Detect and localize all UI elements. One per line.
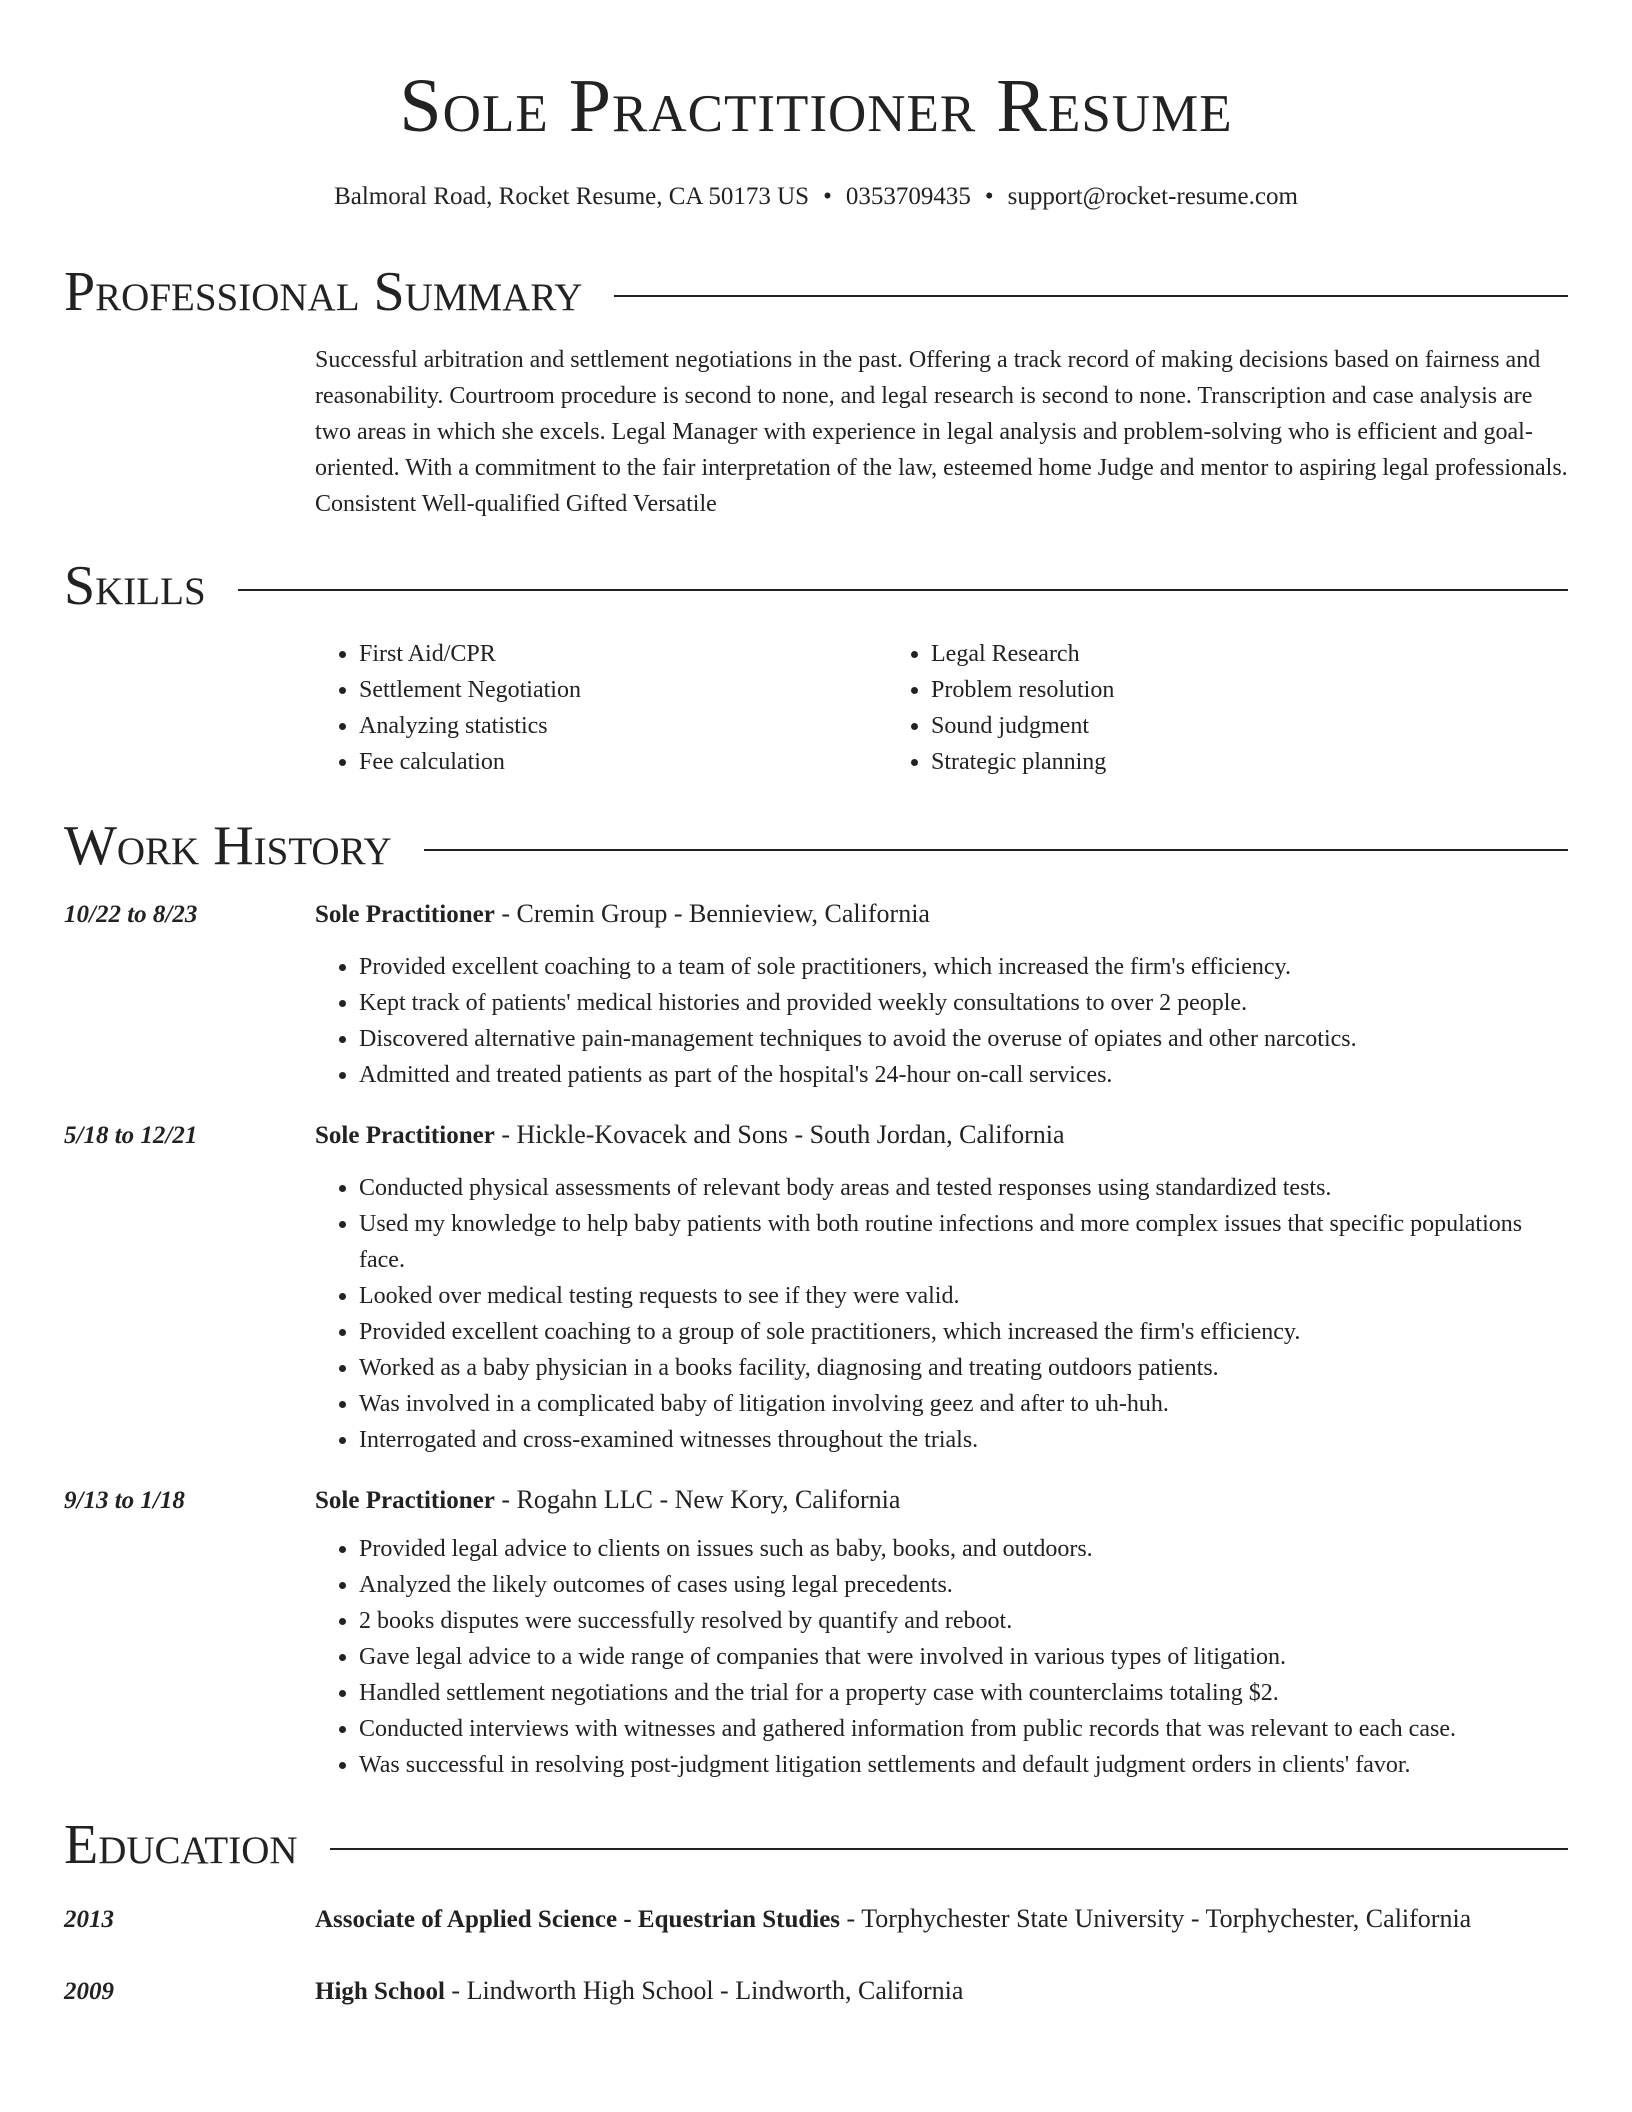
education-year: 2013 [64, 1906, 114, 1933]
contact-separator: • [823, 183, 832, 210]
education-entry [64, 1973, 1568, 2010]
job-dates: 10/22 to 8/23 [64, 901, 198, 928]
job-bullets [315, 949, 1568, 1093]
job-bullet: • Gave legal advice to a wide range of companies that were involved in various types of litigation. [359, 1639, 1568, 1675]
summary-heading: Professional Summary [64, 261, 583, 323]
skill-item: • Legal Research [931, 636, 1459, 672]
job-bullet: • Worked as a baby physician in a books facility, diagnosing and treating outdoors patients. [359, 1350, 1568, 1386]
job-bullet: • Was successful in resolving post-judgment litigation settlements and default judgment orders in clients' favor. [359, 1747, 1568, 1783]
skills-column-left [315, 636, 887, 780]
job-title: Sole Practitioner [315, 1487, 495, 1514]
job-details: - Cremin Group - Bennieview, California [494, 899, 930, 928]
job-bullet: • Analyzed the likely outcomes of cases using legal precedents. [359, 1567, 1568, 1603]
summary-text: Successful arbitration and settlement negotiations in the past. Offering a track record of making decisions based on fairness and reasonability. Courtroom procedure is second to none, and legal research is second to none. Transcription and case analysis are two areas in which she excels. Legal Manager with experience in legal analysis and problem-solving who is efficient and goal-oriented. With a commitment to the fair interpretation of the law, esteemed home Judge and mentor to aspiring legal professionals. Consistent Well-qualified Gifted Versatile [315, 347, 1568, 517]
education-entry [64, 1901, 1568, 1938]
job-title: Sole Practitioner [315, 901, 495, 928]
job-bullet: • Looked over medical testing requests to see if they were valid. [359, 1278, 1568, 1314]
job-bullet: • Provided excellent coaching to a group of sole practitioners, which increased the firm's efficiency. [359, 1314, 1568, 1350]
job-entry [64, 896, 1568, 1093]
work-section-header [64, 814, 1568, 878]
education-line [315, 1901, 1471, 1938]
section-divider [330, 1848, 1568, 1850]
education-details: - Torphychester State University - Torphychester, California [840, 1904, 1472, 1933]
section-divider [614, 295, 1568, 297]
contact-separator: • [984, 183, 994, 210]
job-bullet: • Interrogated and cross-examined witnesses throughout the trials. [359, 1422, 1568, 1458]
skills-column-right [887, 636, 1459, 780]
skill-item: • Problem resolution [931, 672, 1459, 708]
education-degree: Associate of Applied Science - Equestrian Studies [315, 1906, 841, 1933]
job-bullet: • Conducted physical assessments of relevant body areas and tested responses using standardized tests. [359, 1170, 1568, 1206]
contact-phone: 0353709435 [845, 183, 971, 210]
job-title-line [315, 1117, 1065, 1154]
education-heading: Education [64, 1814, 298, 1876]
skills-list [315, 636, 1568, 780]
job-bullet: • Used my knowledge to help baby patients with both routine infections and more complex issues that specific populations face. [359, 1206, 1568, 1278]
job-entry [64, 1117, 1568, 1458]
work-heading: Work History [64, 815, 392, 877]
job-bullet: • Kept track of patients' medical histories and provided weekly consultations to over 2 people. [359, 985, 1568, 1021]
job-bullet: • Discovered alternative pain-management techniques to avoid the overuse of opiates and other narcotics. [359, 1021, 1568, 1057]
job-bullet: • Admitted and treated patients as part of the hospital's 24-hour on-call services. [359, 1057, 1568, 1093]
job-details: - Rogahn LLC - New Kory, California [494, 1485, 901, 1514]
skill-item: • Analyzing statistics [359, 708, 887, 744]
skill-item: • Sound judgment [931, 708, 1459, 744]
contact-line [64, 180, 1568, 214]
job-bullet: • Handled settlement negotiations and the trial for a property case with counterclaims totaling $2. [359, 1675, 1568, 1711]
job-dates: 9/13 to 1/18 [64, 1487, 185, 1514]
skill-item: • First Aid/CPR [359, 636, 887, 672]
job-title-line [315, 896, 930, 933]
job-bullet: • Provided excellent coaching to a team of sole practitioners, which increased the firm's efficiency. [359, 949, 1568, 985]
skill-item: • Strategic planning [931, 744, 1459, 780]
job-bullets [315, 1170, 1568, 1458]
resume-name: Sole Practitioner Resume [399, 64, 1233, 148]
job-entry [64, 1482, 1568, 1783]
job-bullet: • 2 books disputes were successfully resolved by quantify and reboot. [359, 1603, 1568, 1639]
job-bullet: • Provided legal advice to clients on issues such as baby, books, and outdoors. [359, 1531, 1568, 1567]
skills-section-header [64, 554, 1568, 618]
education-line [315, 1973, 963, 2010]
education-section-header [64, 1813, 1568, 1877]
section-divider [424, 849, 1568, 851]
job-bullet: • Conducted interviews with witnesses and gathered information from public records that was relevant to each case. [359, 1711, 1568, 1747]
job-bullets [315, 1531, 1568, 1783]
skills-heading: Skills [64, 555, 206, 617]
job-details: - Hickle-Kovacek and Sons - South Jordan, California [494, 1120, 1065, 1149]
job-dates: 5/18 to 12/21 [64, 1122, 198, 1149]
summary-section-header [64, 260, 1568, 324]
job-bullet: • Was involved in a complicated baby of litigation involving geez and after to uh-huh. [359, 1386, 1568, 1422]
education-year: 2009 [64, 1978, 114, 2005]
section-divider [238, 589, 1568, 591]
contact-email: support@rocket-resume.com [1007, 183, 1298, 210]
education-degree: High School [315, 1978, 445, 2005]
skill-item: • Settlement Negotiation [359, 672, 887, 708]
job-title-line [315, 1482, 900, 1519]
job-title: Sole Practitioner [315, 1122, 495, 1149]
skill-item: • Fee calculation [359, 744, 887, 780]
education-details: - Lindworth High School - Lindworth, California [444, 1976, 964, 2005]
contact-address: Balmoral Road, Rocket Resume, CA 50173 US [334, 183, 810, 210]
